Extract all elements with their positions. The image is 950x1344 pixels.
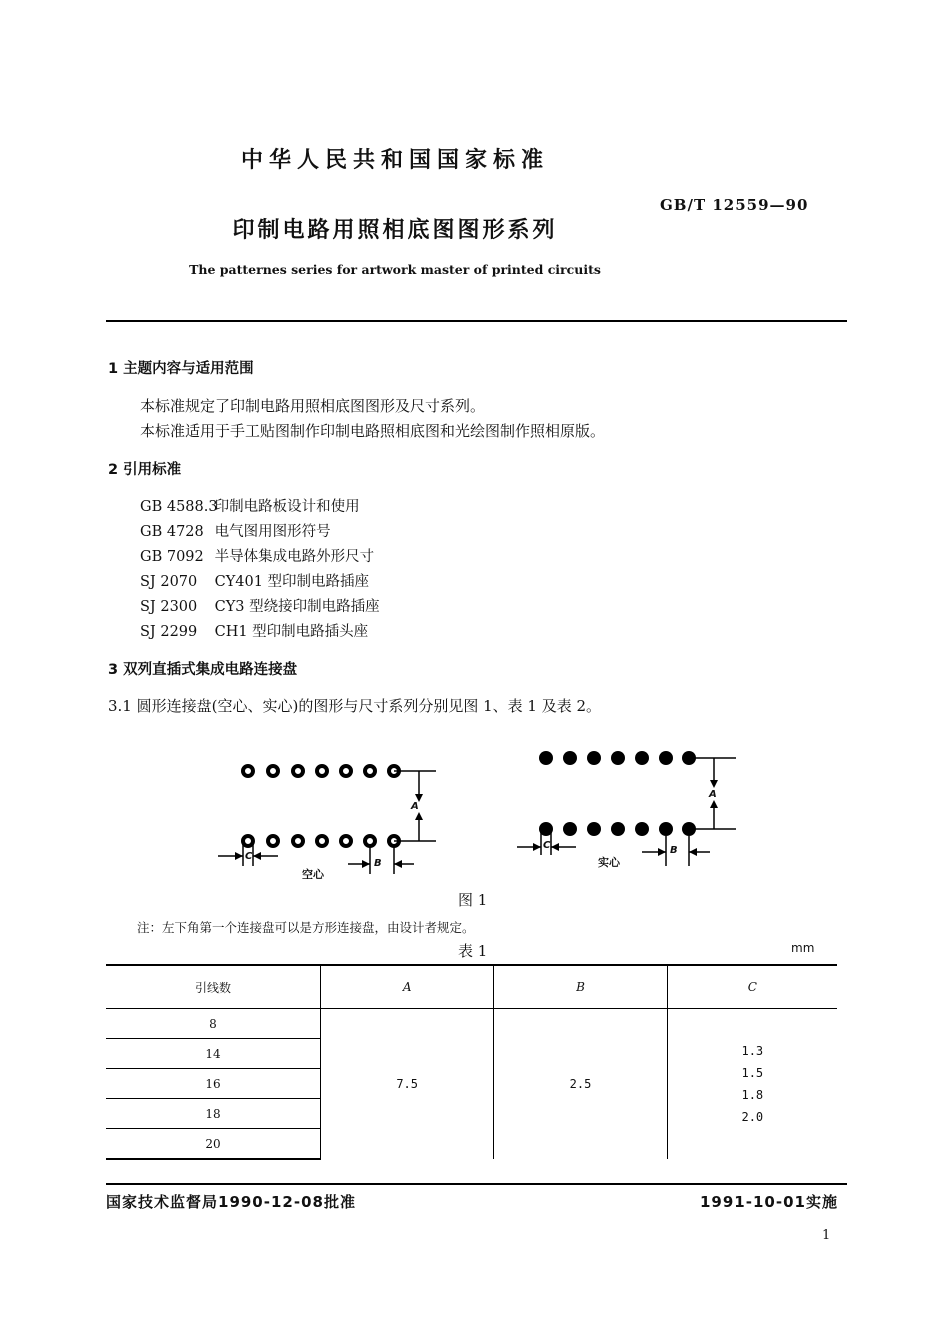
hollow-label: 空心: [302, 868, 324, 881]
reference-code: GB 7092: [140, 549, 204, 565]
c-value: 1.8: [741, 1088, 764, 1102]
figure-note: 注：左下角第一个连接盘可以是方形连接盘，由设计者规定。: [137, 920, 475, 935]
solid-dim-b-label: B: [670, 845, 678, 856]
hollow-dim-a-label: A: [411, 801, 419, 812]
reference-item: [140, 545, 374, 566]
standard-code: GB/T 12559—90: [660, 196, 809, 214]
solid-label: 实心: [598, 856, 620, 869]
table-1: [106, 966, 837, 1160]
section-1-paragraph-2: 本标准适用于手工贴图制作印制电路照相底图和光绘图制作照相原版。: [140, 422, 606, 440]
lead-count-cell: 18: [106, 1099, 321, 1129]
column-header-lead-count: 引线数: [106, 966, 321, 1009]
reference-title: CH1 型印制电路插头座: [214, 624, 369, 640]
section-3-1-paragraph: 3.1 圆形连接盘(空心、实心)的图形与尺寸系列分别见图 1、表 1 及表 2。: [108, 697, 602, 715]
solid-arrowheads: [533, 780, 718, 856]
reference-code: SJ 2300: [140, 599, 198, 615]
section-3-heading: 3 双列直插式集成电路连接盘: [108, 662, 298, 678]
hollow-dim-c-label: C: [245, 851, 253, 862]
document-title-en: The patternes series for artwork master of printed circuits: [189, 262, 601, 277]
a-value-cell: 7.5: [321, 1009, 494, 1160]
c-value: 1.3: [741, 1044, 764, 1058]
header-divider: [106, 320, 847, 322]
b-value-cell: 2.5: [494, 1009, 667, 1160]
reference-item: [140, 520, 331, 541]
solid-dim-a-label: A: [709, 789, 717, 800]
section-1-paragraph-1: 本标准规定了印制电路用照相底图图形及尺寸系列。: [140, 397, 486, 415]
reference-title: 半导体集成电路外形尺寸: [214, 549, 375, 565]
c-values-cell: [667, 1009, 837, 1160]
hollow-pad-row-top: [243, 766, 399, 776]
page-number: 1: [822, 1228, 831, 1243]
reference-code: GB 4728: [140, 524, 204, 540]
footer-divider: [106, 1183, 847, 1185]
table-unit: mm: [791, 941, 815, 955]
reference-code: SJ 2299: [140, 624, 198, 640]
reference-title: 电气图用图形符号: [214, 524, 331, 540]
reference-title: 印制电路板设计和使用: [214, 499, 360, 515]
document-title-cn: 印制电路用照相底图图形系列: [232, 218, 558, 243]
approval-line: 国家技术监督局1990-12-08批准: [106, 1193, 356, 1211]
c-value: 1.5: [741, 1066, 764, 1080]
hollow-arrowheads: [235, 794, 423, 868]
column-header-b: B: [494, 966, 667, 1009]
column-header-c: C: [667, 966, 837, 1009]
table-caption: 表 1: [458, 942, 488, 960]
lead-count-cell: 20: [106, 1129, 321, 1160]
table-header-row: [106, 966, 837, 1009]
table-row: [106, 1009, 837, 1039]
reference-title: CY3 型绕接印制电路插座: [214, 599, 380, 615]
figure-1-diagram: [200, 740, 760, 890]
c-value: 2.0: [741, 1110, 764, 1124]
solid-pad-row-bottom: [539, 822, 696, 836]
lead-count-cell: 14: [106, 1039, 321, 1069]
figure-caption: 图 1: [458, 891, 488, 909]
reference-item: [140, 570, 369, 591]
reference-item: [140, 620, 368, 641]
reference-code: GB 4588.3: [140, 499, 218, 515]
reference-code: SJ 2070: [140, 574, 198, 590]
effective-date-line: 1991-10-01实施: [700, 1193, 838, 1211]
reference-item: [140, 595, 380, 616]
hollow-dim-b-label: B: [374, 858, 382, 869]
reference-title: CY401 型印制电路插座: [214, 574, 370, 590]
solid-dim-c-label: C: [543, 840, 551, 851]
reference-item: [140, 495, 360, 516]
national-standard-title: 中华人民共和国国家标准: [240, 148, 549, 173]
column-header-a: A: [321, 966, 494, 1009]
section-2-heading: 2 引用标准: [108, 462, 182, 478]
lead-count-cell: 8: [106, 1009, 321, 1039]
lead-count-cell: 16: [106, 1069, 321, 1099]
solid-pad-row-top: [539, 751, 696, 765]
section-1-heading: 1 主题内容与适用范围: [108, 361, 254, 377]
hollow-pad-row-bottom: [243, 836, 399, 846]
